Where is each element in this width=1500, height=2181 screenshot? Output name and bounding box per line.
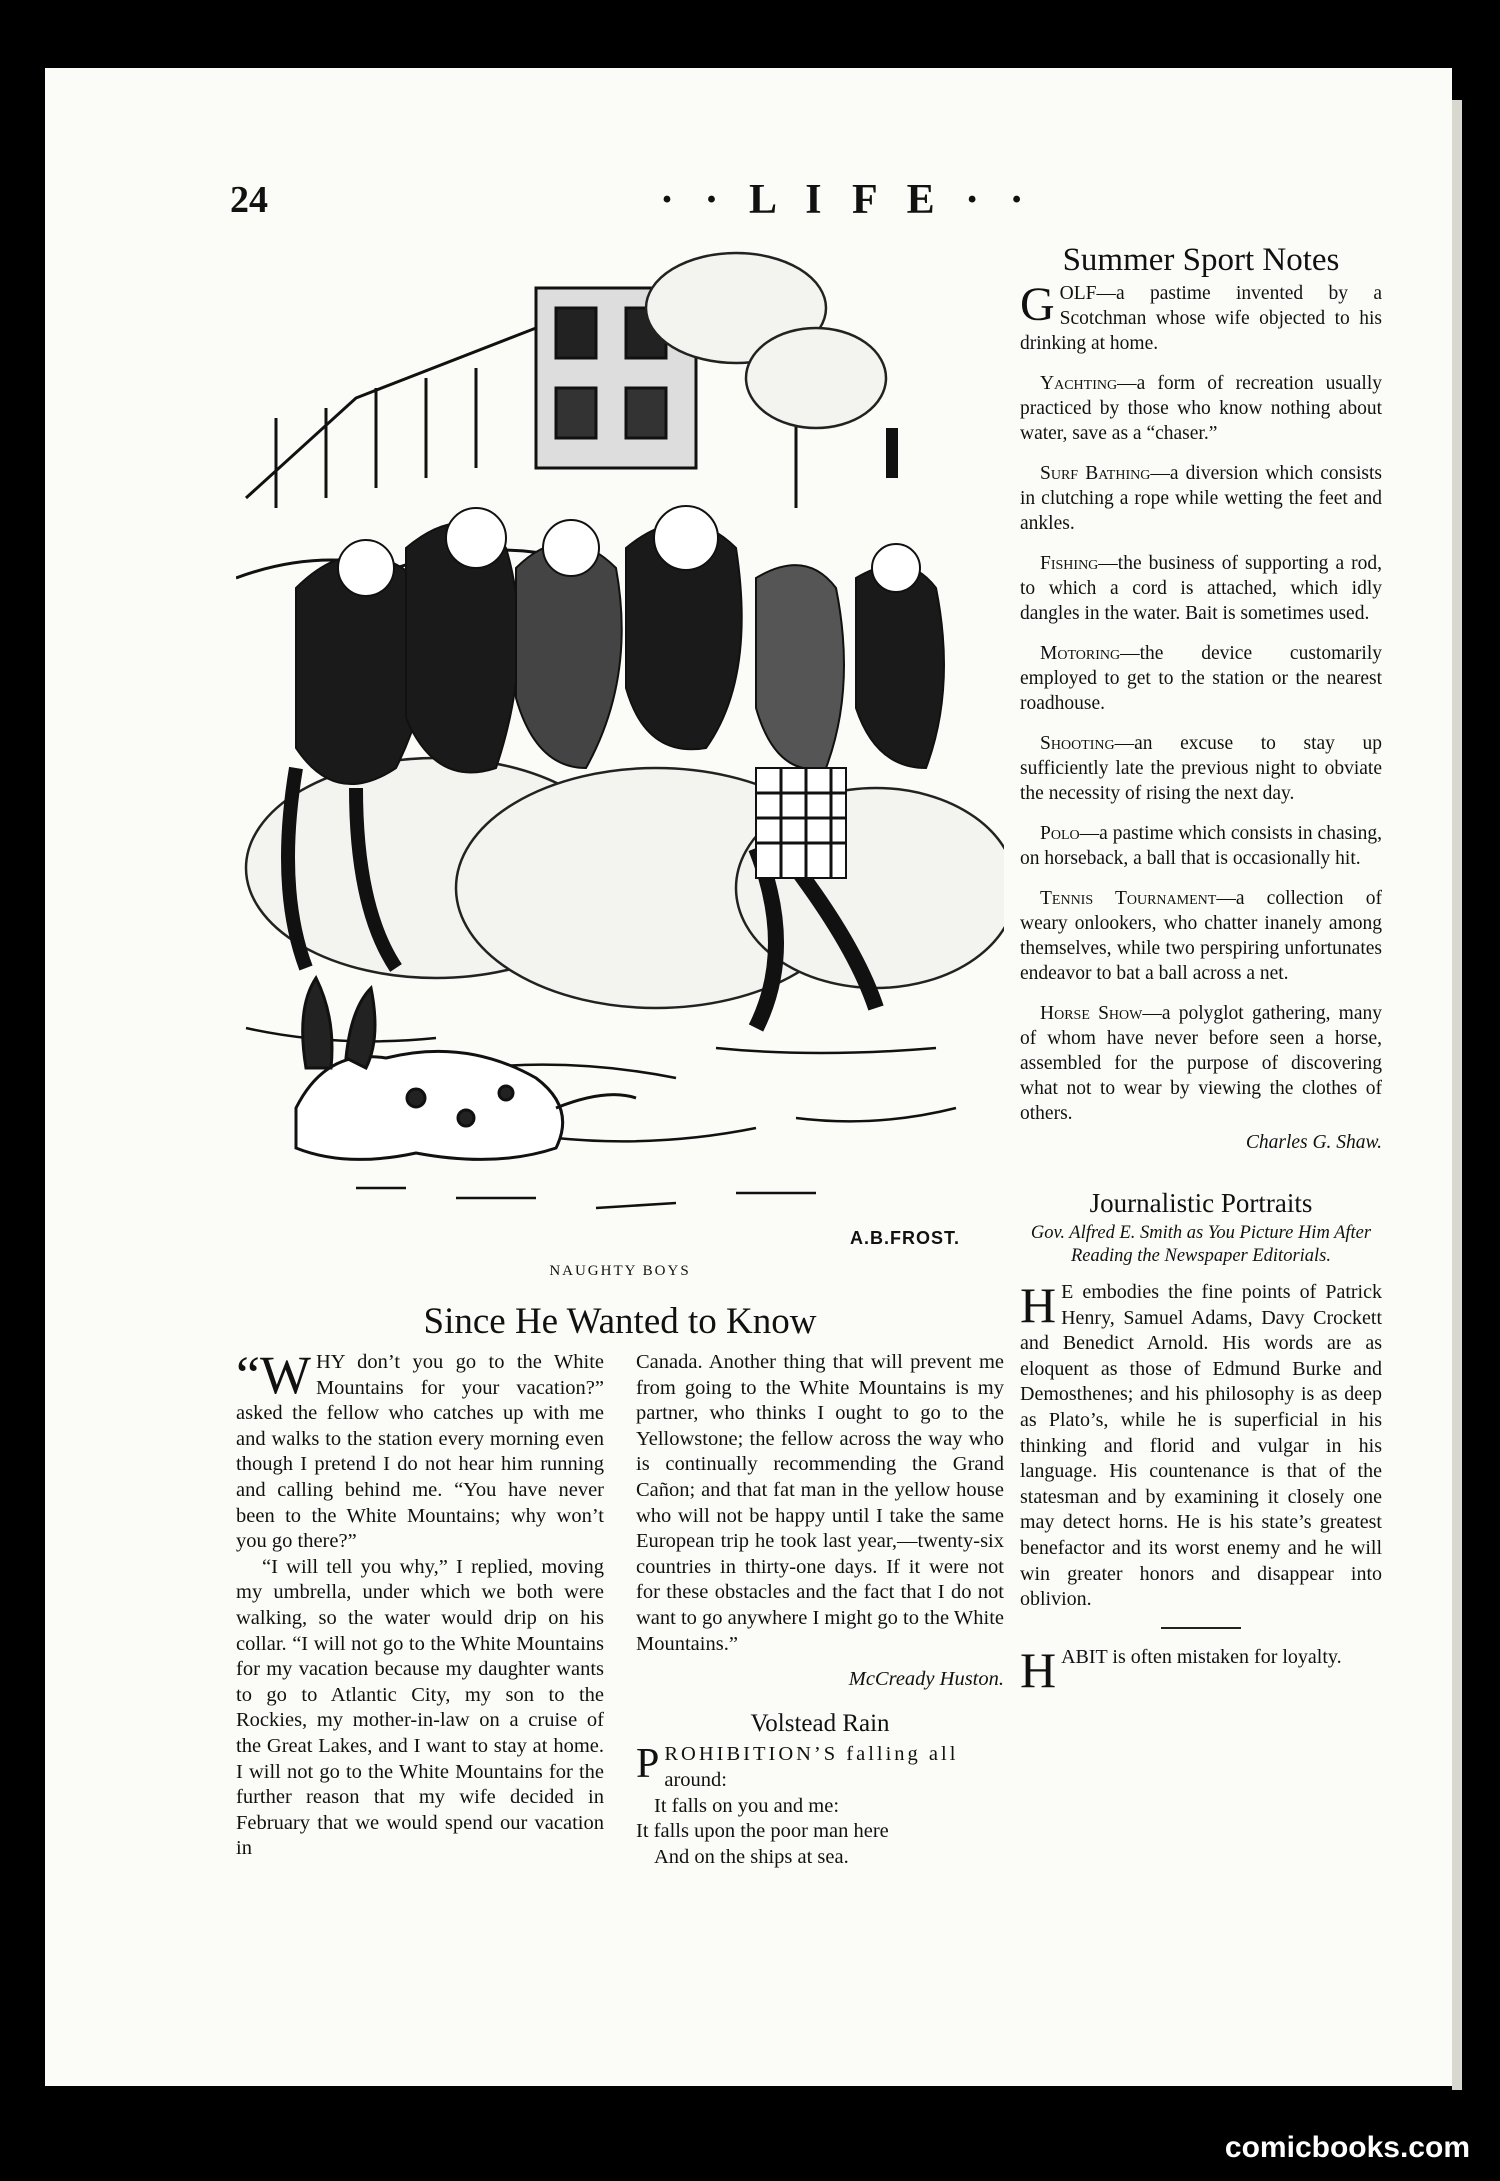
article-column-1: [236, 1345, 604, 1862]
divider: [1161, 1627, 1241, 1629]
sport-notes-author: Charles G. Shaw.: [1245, 1132, 1382, 1153]
poem-line: PROHIBITION’S falling all: [636, 1741, 959, 1788]
habit-epigram: HABIT is often mistaken for loyalty.: [1020, 1641, 1342, 1698]
drop-cap: “W: [236, 1345, 311, 1405]
article-headline: Since He Wanted to Know: [423, 1301, 817, 1342]
poem: [636, 1742, 1004, 1870]
drop-cap: H: [1020, 1277, 1057, 1333]
sport-note: Yachting—a form of recreation usually practiced by those who know nothing about water, save as a “chaser.”: [1020, 373, 1382, 444]
article-paragraph: Canada. Another thing that will prevent me from going to the White Mountains is my partner, who thinks I ought to go to the Yellowstone; the fellow across the way who is continually recommending the Grand Cañon; and that fat man in the yellow house who will not be happy until I take the same European trip he took last year,—twenty-six countries in thirty-one days. If it were not for these obstacles and the fact that I do not want to go anywhere I might go to the White Mountains.”: [636, 1351, 1004, 1655]
portraits-subtitle: Gov. Alfred E. Smith as You Picture Him After Reading the Newspaper Editorials.: [1030, 1223, 1372, 1266]
drop-cap: P: [636, 1741, 660, 1788]
sport-note: Tennis Tournament—a collection of weary onlookers, who chatter inanely among themselves, while two perspiring unfortunates endeavor to bat a ball across a net.: [1020, 888, 1382, 984]
poem-line: It falls on you and me:: [654, 1794, 840, 1817]
poem-line: And on the ships at sea.: [654, 1845, 849, 1868]
watermark: comicbooks.com: [1224, 2131, 1470, 2164]
sport-note: Surf Bathing—a diversion which consists in clutching a rope while wetting the feet and ankles.: [1020, 463, 1382, 534]
illustration-caption: NAUGHTY BOYS: [549, 1263, 691, 1279]
right-column: [1020, 242, 1382, 1698]
artist-signature: A.B.FROST.: [850, 1228, 961, 1248]
sport-note: GOLF—a pastime invented by a Scotchman whose wife objected to his drinking at home.: [1020, 278, 1382, 354]
article-column-2: [636, 1350, 1004, 1870]
page-edge: [1452, 100, 1462, 2090]
poem-line: It falls upon the poor man here: [636, 1820, 889, 1843]
drop-cap: H: [1020, 1641, 1057, 1698]
drop-cap: G: [1020, 278, 1055, 331]
article-paragraph: “I will tell you why,” I replied, moving my umbrella, under which we both were walking, so the water would drip on his collar. “I will not go to the White Mountains for my vacation because my daughter wants to go to Atlantic City, my son to the Rockies, my mother-in-law on a cruise of the Great Lakes, and I want to stay at home. I will not go to the White Mountains for the further reason that my wife decided in February that we would spend our vacation in: [236, 1555, 604, 1860]
naughty-boys-illustration: [236, 248, 1004, 1255]
portraits-text: H E embodies the fine points of Patrick Henry, Samuel Adams, Davy Crockett and Benedict Arnold. His words are as eloquent as those of Edmund Burke and Demosthenes; and his philosophy is as deep as Plato’s, while he is superficial in his thinking and florid and vulgar in his language. His countenance is that of the statesman and by examining it closely one may detect horns. He is his state’s greatest benefactor and its worst enemy and he will win greater honors and disappear into oblivion.: [1020, 1277, 1382, 1611]
sport-note: Shooting—an excuse to stay up sufficiently late the previous night to obviate the necessity of rising the next day.: [1020, 733, 1382, 804]
sport-note: Horse Show—a polyglot gathering, many of whom have never before seen a horse, assembled for the purpose of discovering what not to wear by viewing the clothes of others.: [1020, 1003, 1382, 1124]
article-author: McCready Huston.: [848, 1668, 1004, 1691]
sport-note: Polo—a pastime which consists in chasing, on horseback, a ball that is occasionally hit.: [1020, 823, 1382, 869]
portraits-title: Journalistic Portraits: [1089, 1188, 1313, 1218]
sport-note: Fishing—the business of supporting a rod, to which a cord is attached, which idly dangles in the water. Bait is sometimes used.: [1020, 553, 1382, 624]
masthead: · · L I F E · ·: [660, 177, 1034, 223]
poem-line: around:: [664, 1768, 727, 1791]
sport-notes-title: Summer Sport Notes: [1062, 242, 1340, 278]
article-paragraph: “WHY don’t you go to the White Mountains for your vacation?” asked the fellow who catches up with me and walks to the station every morning even though I pretend I do not hear him running and calling behind me. “You have never been to the White Mountains; why won’t you go there?”: [236, 1345, 604, 1553]
poem-title: Volstead Rain: [750, 1709, 890, 1737]
page-number: 24: [230, 179, 268, 221]
sport-note: Motoring—the device customarily employed to get to the station or the nearest roadhouse.: [1020, 643, 1382, 714]
